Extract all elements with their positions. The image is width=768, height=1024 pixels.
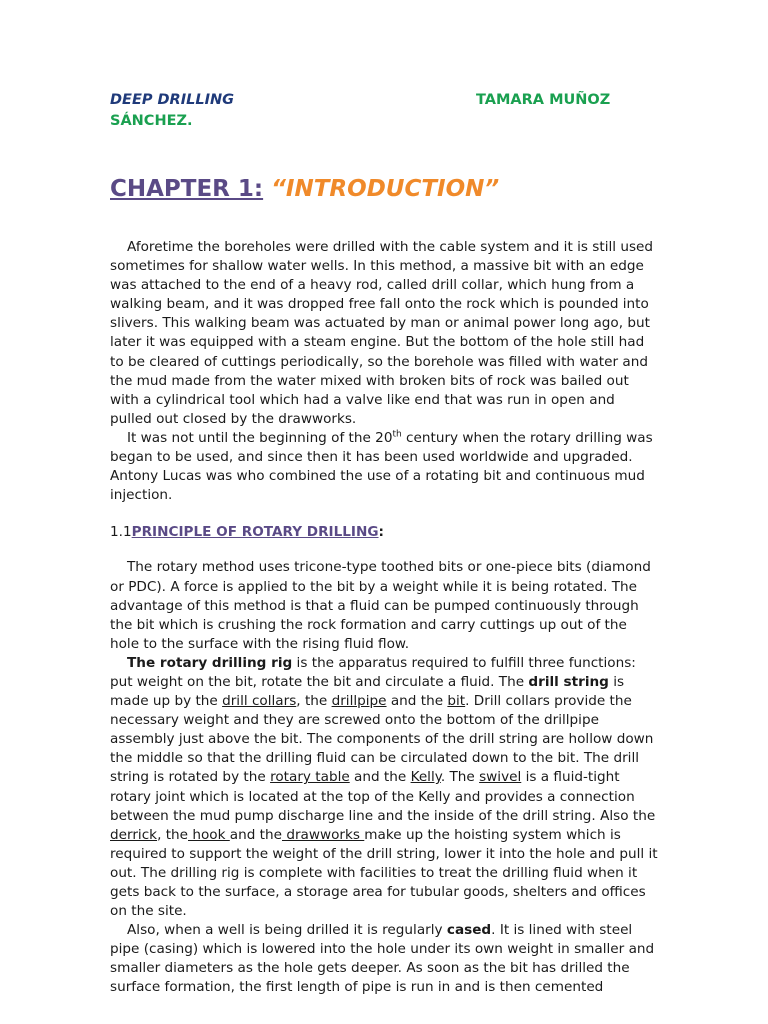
term-drill-collars: drill collars xyxy=(222,693,297,710)
rig-text-and-2: and the xyxy=(349,769,411,786)
author-name-line1: TAMARA MUÑOZ xyxy=(476,92,611,108)
term-swivel: swivel xyxy=(479,769,522,786)
rig-text-comma-the: , the xyxy=(157,826,189,843)
term-derrick: derrick xyxy=(110,826,158,843)
term-hook: hook xyxy=(188,826,230,843)
rotary-paragraph-1: The rotary method uses tricone-type toothed bits or one-piece bits (diamond or PDC). A force is applied to the bit by a weight while it is being rotated. The advantage of this method is that a fluid can be pumped continuously through the bit which is crushing the rock formation and carry cuttings up out of the hole to the surface with the rising fluid flow. xyxy=(110,559,651,652)
chapter-name: “INTRODUCTION” xyxy=(263,176,500,202)
rig-text-the: . The xyxy=(440,769,480,786)
chapter-label: CHAPTER 1: xyxy=(110,176,264,202)
chapter-heading xyxy=(110,176,499,202)
intro-p2-text-a: It was not until the beginning of the 20 xyxy=(127,429,393,446)
section-colon: : xyxy=(378,524,384,541)
term-bit: bit xyxy=(447,693,466,710)
author-name-line2: SÁNCHEZ. xyxy=(110,113,193,129)
intro-paragraph-1: Aforetime the boreholes were drilled with the cable system and it is still used sometimes for shallow water wells. In this method, a massive bit with an edge was attached to the end of a heavy rod, called drill collar, which hung from a walking beam, and it was dropped free fall onto the rock which is pounded into slivers. This walking beam was actuated by man or animal power long ago, but later it was equipped with a steam engine. But the bottom of the hole still had to be cleared of cuttings periodically, so the borehole was filled with water and the mud made from the water mixed with broken bits of rock was bailed out with a cylindrical tool which had a valve like end that was run in open and pulled out closed by the drawworks. xyxy=(110,239,654,427)
intro-paragraph-2 xyxy=(110,429,658,505)
casing-paragraph xyxy=(110,921,658,997)
term-rotary-table: rotary table xyxy=(270,769,350,786)
rotary-rig-paragraph xyxy=(110,654,658,921)
course-title: DEEP DRILLING xyxy=(110,92,235,108)
intro-p2-text-b: century when the rotary drilling was began to be used, and since then it has been used worldwide and upgraded. Antony Lucas was who combined the use of a rotating bit and continuous mud injection. xyxy=(110,429,653,504)
rig-text-5: make up the hoisting system which is required to support the weight of the drill string, lower it into the hole and pull it out. The drilling rig is complete with facilities to treat the drilling fluid when it gets back to the surface, a storage area for tubular goods, shelters and offices on the site. xyxy=(110,826,658,920)
rig-text-and-3: and the xyxy=(229,826,282,843)
term-drillpipe: drillpipe xyxy=(331,693,387,710)
term-rotary-drilling-rig: The rotary drilling rig xyxy=(127,654,293,671)
document-header xyxy=(110,90,650,132)
casing-text-2: . It is lined with steel pipe (casing) which is lowered into the hole under its own weight in smaller and smaller diameters as the hole gets deeper. As soon as the bit has drilled the surface formation, the first length of pipe is run in and is then cemented xyxy=(110,922,655,996)
term-drill-string: drill string xyxy=(528,673,609,690)
section-heading xyxy=(110,523,658,542)
section-number: 1.1 xyxy=(110,524,132,541)
superscript-th: th xyxy=(392,429,402,440)
document-body xyxy=(110,238,658,998)
term-drawworks: drawworks xyxy=(282,826,365,843)
rig-text-2: is made up by the xyxy=(110,673,625,710)
rig-text-and: and the xyxy=(386,693,448,710)
rig-text-3: . Drill collars provide the necessary weight and they are screwed onto the bottom of the drillpipe assembly just above the bit. The components of the drill string are hollow down the middle so that the drilling fluid can be circulated down to the bit. The drill string is rotated by the xyxy=(110,693,654,786)
term-kelly: Kelly xyxy=(410,769,441,786)
section-title: PRINCIPLE OF ROTARY DRILLING xyxy=(131,524,379,541)
casing-text-1: Also, when a well is being drilled it is regularly xyxy=(127,922,447,939)
term-cased: cased xyxy=(446,922,492,939)
rig-text-comma: , the xyxy=(296,693,332,710)
rig-text-4: is a fluid-tight rotary joint which is located at the top of the Kelly and provides a connection between the mud pump discharge line and the inside of the drill string. Also the xyxy=(110,769,656,824)
rig-text-1: is the apparatus required to fulfill three functions: put weight on the bit, rotate the bit and circulate a fluid. The xyxy=(110,654,636,690)
